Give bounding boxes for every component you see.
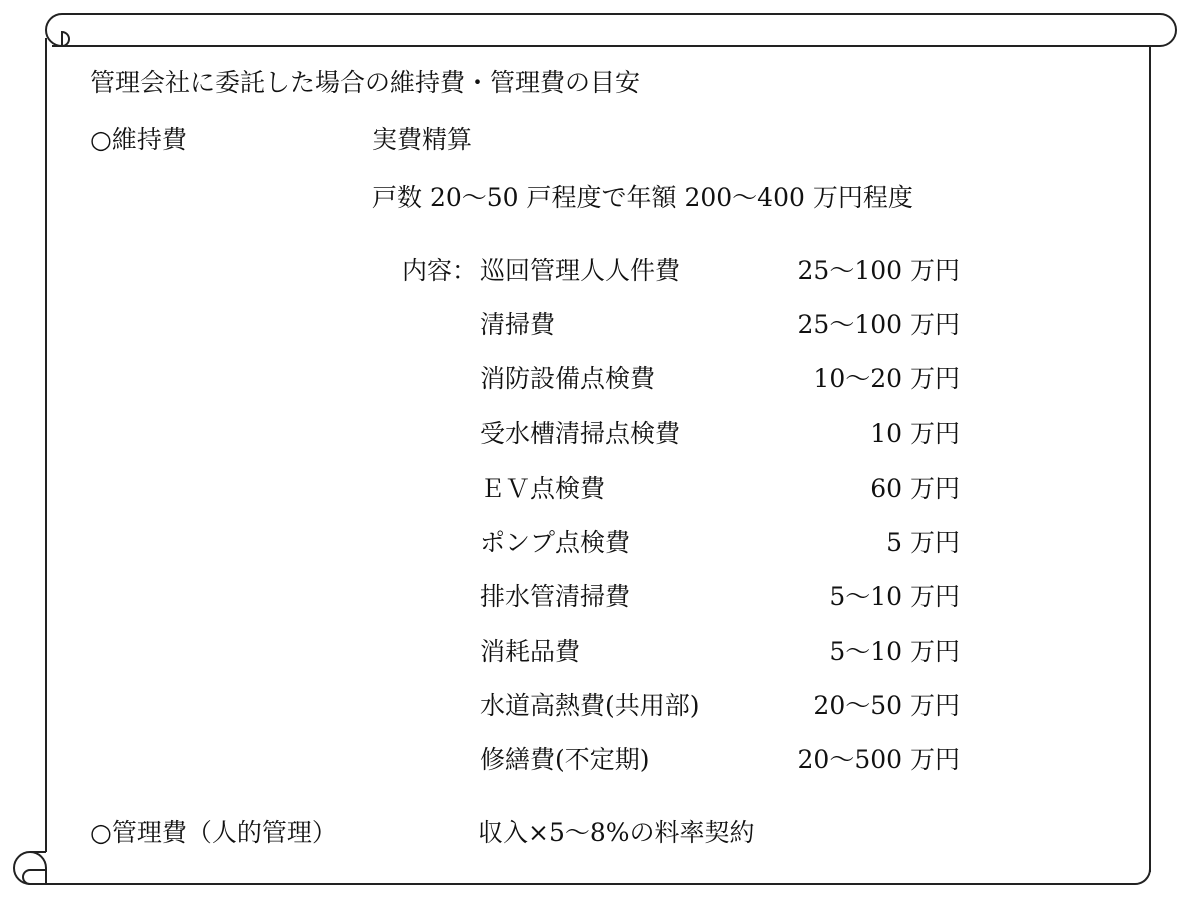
scroll-bottom-roll <box>14 852 1150 884</box>
document-title: 管理会社に委託した場合の維持費・管理費の目安 <box>90 68 641 97</box>
scroll-top-left-curl <box>46 14 69 46</box>
cost-item-name: 清掃費 <box>480 310 556 339</box>
cost-item-name: 排水管清掃費 <box>480 582 631 611</box>
scroll-top-roll <box>52 14 1176 46</box>
cost-item-amount: 5 万円 <box>886 528 960 557</box>
maintenance-summary: 戸数 20～50 戸程度で年額 200～400 万円程度 <box>372 183 913 212</box>
management-label: ○管理費（人的管理） <box>90 818 337 847</box>
cost-item-amount: 5～10 万円 <box>829 637 960 666</box>
management-detail: 収入×5～8%の料率契約 <box>478 818 755 847</box>
cost-item-name: 水道高熱費(共用部) <box>480 691 700 720</box>
contents-label: 内容： <box>402 256 478 285</box>
cost-item-name: 受水槽清掃点検費 <box>480 419 681 448</box>
cost-item-amount: 10 万円 <box>870 419 960 448</box>
cost-item-name: ポンプ点検費 <box>480 528 631 557</box>
cost-item-name: 修繕費(不定期) <box>480 745 650 774</box>
cost-item-amount: 10～20 万円 <box>813 364 960 393</box>
cost-item-amount: 20～50 万円 <box>813 691 960 720</box>
cost-item-name: 消耗品費 <box>480 637 581 666</box>
cost-item-amount: 60 万円 <box>870 474 960 503</box>
cost-item-amount: 25～100 万円 <box>797 256 960 285</box>
cost-item-amount: 20～500 万円 <box>797 745 960 774</box>
cost-item-amount: 5～10 万円 <box>829 582 960 611</box>
maintenance-method: 実費精算 <box>372 125 473 154</box>
cost-item-name: ＥＶ点検費 <box>480 474 606 503</box>
cost-item-name: 巡回管理人人件費 <box>480 256 681 285</box>
cost-item-name: 消防設備点検費 <box>480 364 656 393</box>
cost-item-amount: 25～100 万円 <box>797 310 960 339</box>
maintenance-label: ○維持費 <box>90 125 187 154</box>
scroll-bottom-left-curl <box>23 852 46 884</box>
